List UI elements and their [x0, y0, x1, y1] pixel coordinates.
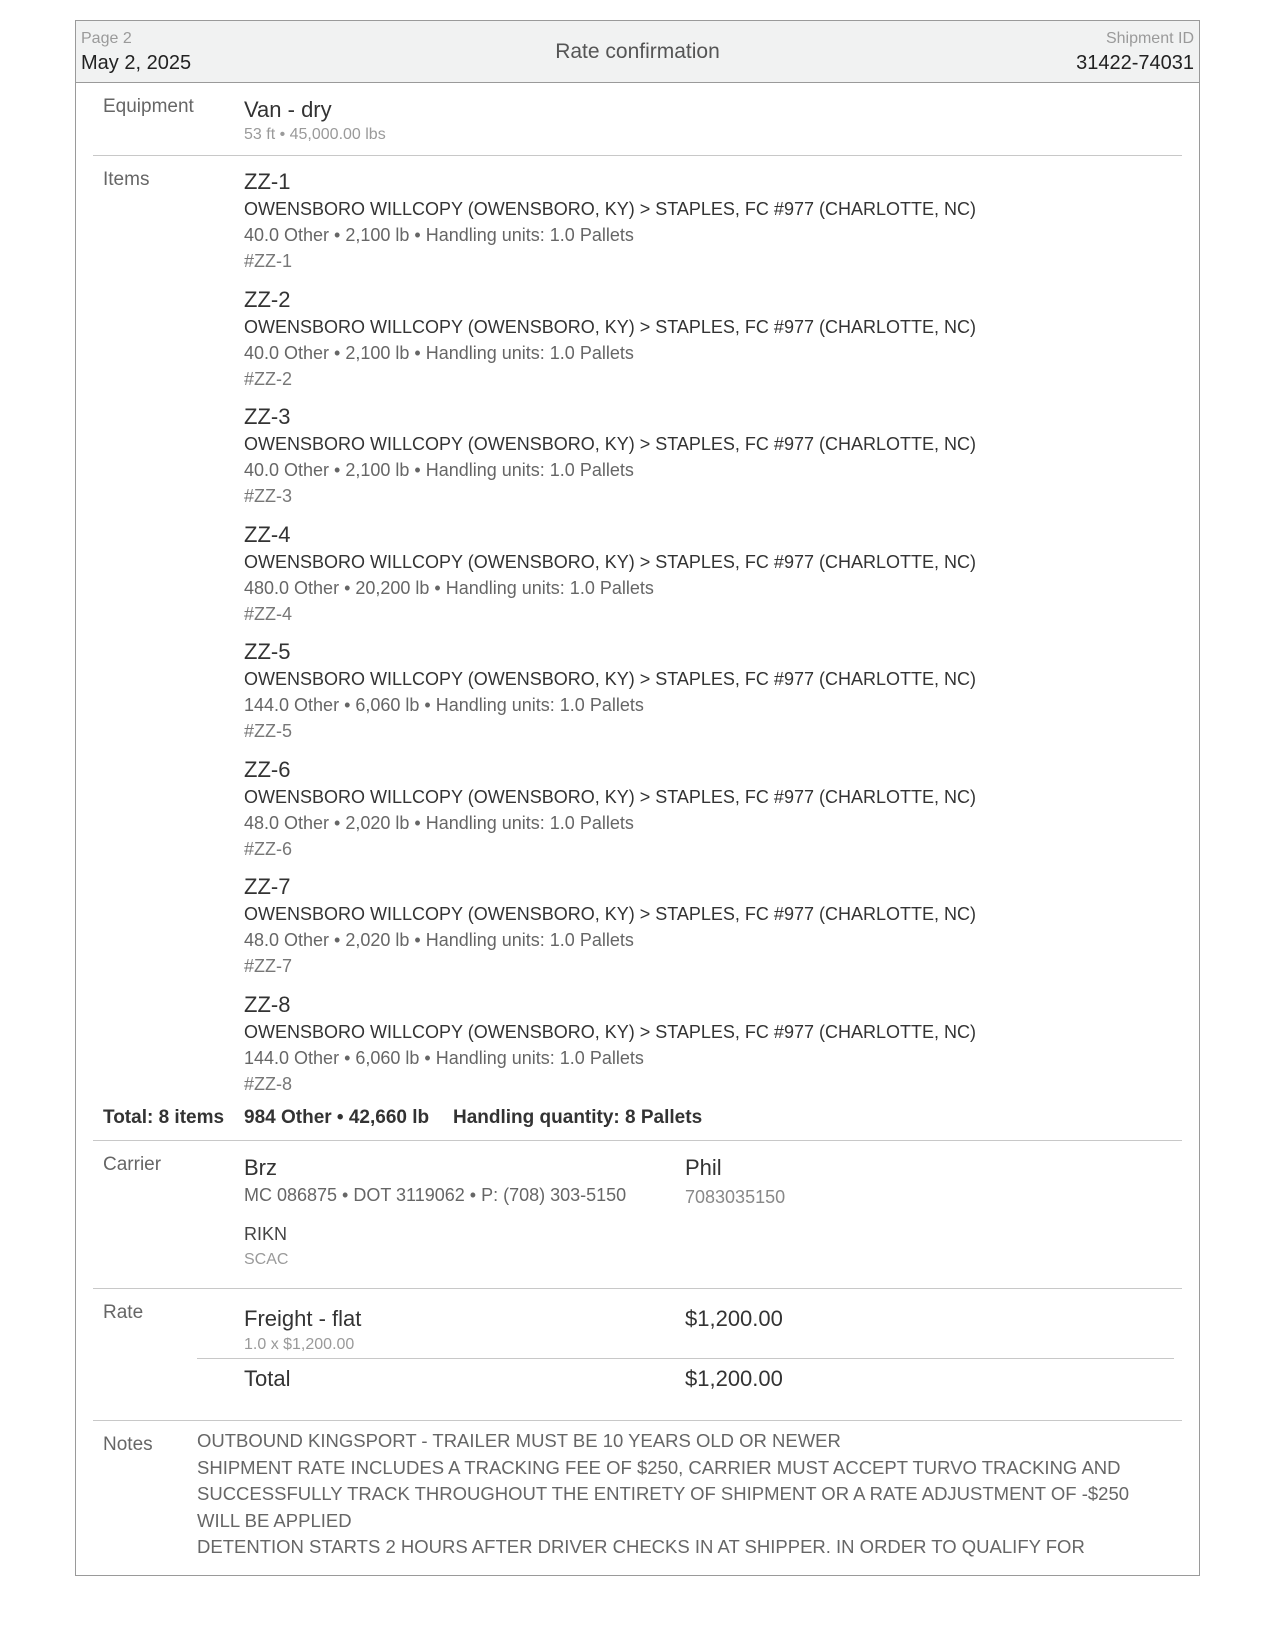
item-ref: #ZZ-1 [244, 251, 293, 271]
rate-label: Rate [103, 1302, 144, 1323]
rate-divider [197, 1358, 1174, 1359]
list-item [244, 286, 1144, 392]
items-total-label: Total: 8 items [103, 1107, 225, 1128]
divider [93, 1288, 1182, 1289]
item-meta: 40.0 Other • 2,100 lb • Handling units: 1.0 Pallets [244, 225, 634, 245]
page-header [76, 21, 1199, 83]
item-meta: 40.0 Other • 2,100 lb • Handling units: 1.0 Pallets [244, 460, 634, 480]
rate-total-amount: $1,200.00 [685, 1366, 783, 1391]
list-item [244, 991, 1144, 1097]
item-meta: 144.0 Other • 6,060 lb • Handling units: 1.0 Pallets [244, 695, 644, 715]
item-meta: 48.0 Other • 2,020 lb • Handling units: 1.0 Pallets [244, 813, 634, 833]
item-route: OWENSBORO WILLCOPY (OWENSBORO, KY) > STAPLES, FC #977 (CHARLOTTE, NC) [244, 669, 976, 689]
item-route: OWENSBORO WILLCOPY (OWENSBORO, KY) > STAPLES, FC #977 (CHARLOTTE, NC) [244, 787, 976, 807]
item-route: OWENSBORO WILLCOPY (OWENSBORO, KY) > STAPLES, FC #977 (CHARLOTTE, NC) [244, 904, 976, 924]
list-item [244, 756, 1144, 862]
rate-line-calc: 1.0 x $1,200.00 [244, 1336, 355, 1353]
rate-line-amount: $1,200.00 [685, 1306, 783, 1331]
item-route: OWENSBORO WILLCOPY (OWENSBORO, KY) > STAPLES, FC #977 (CHARLOTTE, NC) [244, 552, 976, 572]
equipment-type: Van - dry [244, 97, 332, 122]
item-code: ZZ-6 [244, 757, 291, 782]
notes-line: SHIPMENT RATE INCLUDES A TRACKING FEE OF $250, CARRIER MUST ACCEPT TURVO TRACKING AND [197, 1456, 1121, 1478]
notes-line: DETENTION STARTS 2 HOURS AFTER DRIVER CHECKS IN AT SHIPPER. IN ORDER TO QUALIFY FOR [197, 1536, 1085, 1557]
carrier-label: Carrier [103, 1154, 162, 1175]
equipment-label: Equipment [103, 96, 194, 117]
rate-line-name: Freight - flat [244, 1306, 362, 1331]
item-code: ZZ-1 [244, 169, 291, 194]
list-item [244, 403, 1144, 509]
notes-line: WILL BE APPLIED [197, 1509, 352, 1531]
divider [93, 1420, 1182, 1421]
divider [93, 155, 1182, 156]
shipment-id: 31422-74031 [1076, 52, 1194, 74]
item-ref: #ZZ-2 [244, 369, 293, 389]
item-code: ZZ-3 [244, 404, 291, 429]
list-item [244, 521, 1144, 627]
item-ref: #ZZ-8 [244, 1074, 293, 1094]
shipment-id-label: Shipment ID [1105, 30, 1194, 47]
carrier-name: Brz [244, 1155, 277, 1180]
item-meta: 144.0 Other • 6,060 lb • Handling units: 1.0 Pallets [244, 1048, 644, 1068]
carrier-scac-value: RIKN [244, 1224, 288, 1244]
items-label: Items [103, 169, 150, 190]
items-total-handling: Handling quantity: 8 Pallets [453, 1107, 703, 1128]
item-ref: #ZZ-4 [244, 604, 293, 624]
notes-text [197, 1428, 1157, 1561]
carrier-contact-name: Phil [685, 1155, 722, 1180]
carrier-contact-phone: 7083035150 [685, 1187, 786, 1207]
document-date: May 2, 2025 [81, 52, 192, 74]
item-ref: #ZZ-7 [244, 956, 293, 976]
page-number: Page 2 [81, 30, 132, 47]
item-code: ZZ-2 [244, 287, 291, 312]
item-meta: 48.0 Other • 2,020 lb • Handling units: 1.0 Pallets [244, 930, 634, 950]
item-route: OWENSBORO WILLCOPY (OWENSBORO, KY) > STAPLES, FC #977 (CHARLOTTE, NC) [244, 317, 976, 337]
item-route: OWENSBORO WILLCOPY (OWENSBORO, KY) > STAPLES, FC #977 (CHARLOTTE, NC) [244, 199, 976, 219]
item-ref: #ZZ-6 [244, 839, 293, 859]
items-total-qty-weight: 984 Other • 42,660 lb [244, 1107, 430, 1128]
item-meta: 40.0 Other • 2,100 lb • Handling units: 1.0 Pallets [244, 343, 634, 363]
equipment-specs: 53 ft • 45,000.00 lbs [244, 126, 386, 143]
list-item [244, 638, 1144, 744]
item-code: ZZ-8 [244, 992, 291, 1017]
carrier-details: MC 086875 • DOT 3119062 • P: (708) 303-5150 [244, 1185, 627, 1205]
item-ref: #ZZ-3 [244, 486, 293, 506]
item-route: OWENSBORO WILLCOPY (OWENSBORO, KY) > STAPLES, FC #977 (CHARLOTTE, NC) [244, 1022, 976, 1042]
item-code: ZZ-5 [244, 639, 291, 664]
item-code: ZZ-7 [244, 874, 291, 899]
item-meta: 480.0 Other • 20,200 lb • Handling units: 1.0 Pallets [244, 578, 654, 598]
notes-line: OUTBOUND KINGSPORT - TRAILER MUST BE 10 YEARS OLD OR NEWER [197, 1430, 841, 1451]
notes-line: SUCCESSFULLY TRACK THROUGHOUT THE ENTIRETY OF SHIPMENT OR A RATE ADJUSTMENT OF -$250 [197, 1483, 1130, 1504]
rate-total-label: Total [244, 1366, 291, 1391]
list-item [244, 168, 1144, 274]
carrier-scac-label: SCAC [244, 1251, 289, 1268]
notes-label: Notes [103, 1434, 153, 1455]
list-item [244, 873, 1144, 979]
item-route: OWENSBORO WILLCOPY (OWENSBORO, KY) > STAPLES, FC #977 (CHARLOTTE, NC) [244, 434, 976, 454]
item-code: ZZ-4 [244, 522, 291, 547]
divider [93, 1140, 1182, 1141]
page-title: Rate confirmation [555, 40, 720, 63]
item-ref: #ZZ-5 [244, 721, 293, 741]
